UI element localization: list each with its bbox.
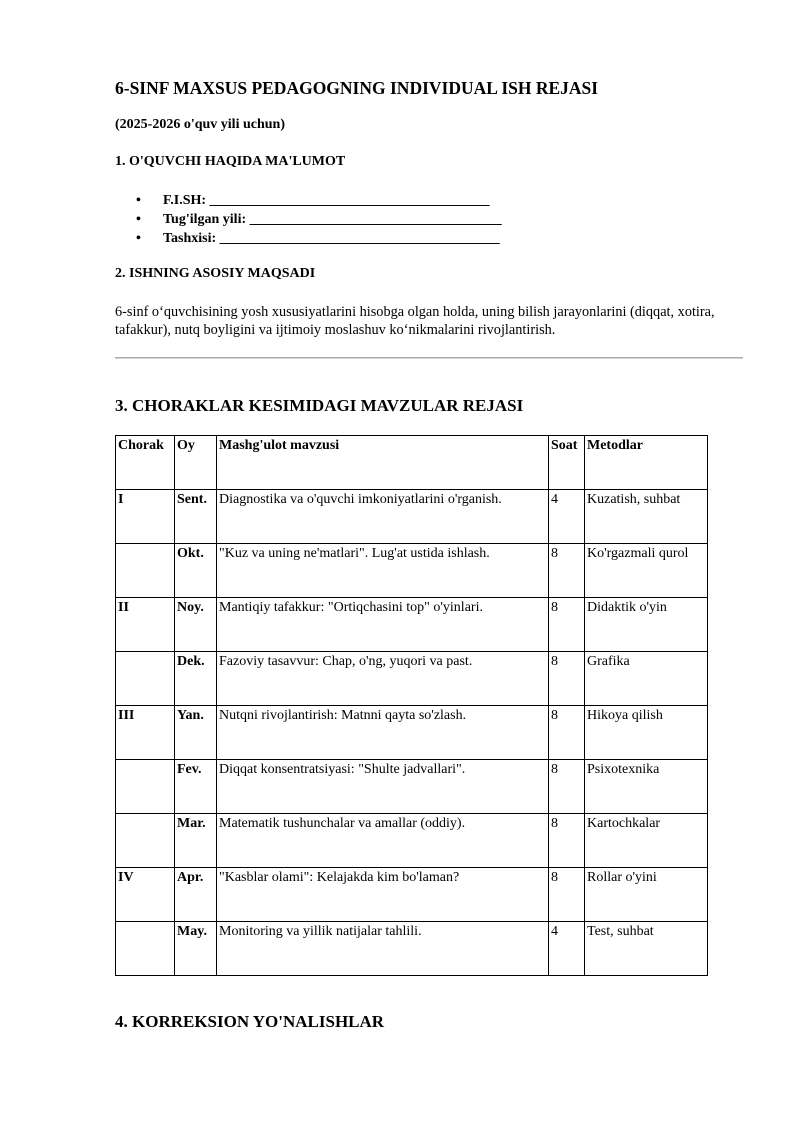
section-4-heading: 4. KORREKSION YO'NALISHLAR [115,1012,385,1031]
student-info-text: Tug'ilgan yili: ____________________________________ [163,212,502,227]
cell-oy: Dek. [175,652,217,706]
cell-metodlar: Ko'rgazmali qurol [585,544,708,598]
cell-mavzu: Monitoring va yillik natijalar tahlili. [217,922,549,976]
cell-chorak: I [116,490,175,544]
cell-metodlar: Hikoya qilish [585,706,708,760]
table-row [116,814,708,868]
student-info-item [115,210,502,229]
column-header-oy: Oy [175,436,217,490]
cell-chorak [116,814,175,868]
cell-chorak: IV [116,868,175,922]
cell-mavzu: "Kuz va uning ne'matlari". Lug'at ustida ishlash. [217,544,549,598]
column-header-soat: Soat [549,436,585,490]
cell-oy: Apr. [175,868,217,922]
cell-soat: 8 [549,652,585,706]
bullet-icon: • [136,193,141,208]
cell-oy: Sent. [175,490,217,544]
cell-metodlar: Test, suhbat [585,922,708,976]
horizontal-divider [115,357,743,359]
student-info-text: Tashxisi: ________________________________________ [163,231,500,246]
table-row [116,706,708,760]
cell-metodlar: Kuzatish, suhbat [585,490,708,544]
student-info-text: F.I.SH: ________________________________________ [163,193,490,208]
cell-soat: 8 [549,598,585,652]
student-info-list [115,191,502,248]
column-header-chorak: Chorak [116,436,175,490]
cell-oy: Noy. [175,598,217,652]
cell-soat: 8 [549,544,585,598]
cell-mavzu: Diagnostika va o'quvchi imkoniyatlarini o'rganish. [217,490,549,544]
cell-mavzu: Diqqat konsentratsiyasi: "Shulte jadvallari". [217,760,549,814]
cell-mavzu: Nutqni rivojlantirish: Matnni qayta so'zlash. [217,706,549,760]
plan-table [115,435,708,976]
cell-soat: 4 [549,490,585,544]
table-row [116,922,708,976]
section-1-heading: 1. O'QUVCHI HAQIDA MA'LUMOT [115,154,346,169]
cell-metodlar: Kartochkalar [585,814,708,868]
student-info-item [115,229,502,248]
bullet-icon: • [136,212,141,227]
cell-chorak [116,544,175,598]
table-row [116,544,708,598]
section-2-heading: 2. ISHNING ASOSIY MAQSADI [115,266,316,281]
column-header-metodlar: Metodlar [585,436,708,490]
cell-chorak: III [116,706,175,760]
table-row [116,598,708,652]
table-row [116,760,708,814]
cell-metodlar: Didaktik o'yin [585,598,708,652]
cell-soat: 8 [549,760,585,814]
bullet-icon: • [136,231,141,246]
cell-mavzu: Fazoviy tasavvur: Chap, o'ng, yuqori va past. [217,652,549,706]
column-header-mavzu: Mashg'ulot mavzusi [217,436,549,490]
cell-metodlar: Rollar o'yini [585,868,708,922]
cell-metodlar: Grafika [585,652,708,706]
section-3-heading: 3. CHORAKLAR KESIMIDAGI MAVZULAR REJASI [115,396,524,415]
cell-mavzu: Matematik tushunchalar va amallar (oddiy). [217,814,549,868]
cell-oy: Okt. [175,544,217,598]
cell-mavzu: "Kasblar olami": Kelajakda kim bo'laman? [217,868,549,922]
cell-chorak [116,760,175,814]
cell-soat: 8 [549,706,585,760]
cell-metodlar: Psixotexnika [585,760,708,814]
cell-soat: 8 [549,868,585,922]
cell-chorak: II [116,598,175,652]
cell-oy: May. [175,922,217,976]
table-row [116,652,708,706]
cell-soat: 4 [549,922,585,976]
goal-paragraph: 6-sinf o‘quvchisining yosh xususiyatlarini hisobga olgan holda, uning bilish jarayonlarini (diqqat, xotira, tafakkur), nutq boyligini va ijtimoiy moslashuv ko‘nikmalarini rivojlantirish. [115,304,715,338]
cell-chorak [116,922,175,976]
cell-oy: Fev. [175,760,217,814]
table-header-row [116,436,708,490]
cell-mavzu: Mantiqiy tafakkur: "Ortiqchasini top" o'yinlari. [217,598,549,652]
academic-year-subtitle: (2025-2026 o'quv yili uchun) [115,117,285,132]
cell-oy: Mar. [175,814,217,868]
student-info-item [115,191,502,210]
cell-soat: 8 [549,814,585,868]
table-row [116,868,708,922]
document-title: 6-SINF MAXSUS PEDAGOGNING INDIVIDUAL ISH REJASI [115,78,599,98]
table-row [116,490,708,544]
cell-chorak [116,652,175,706]
cell-oy: Yan. [175,706,217,760]
